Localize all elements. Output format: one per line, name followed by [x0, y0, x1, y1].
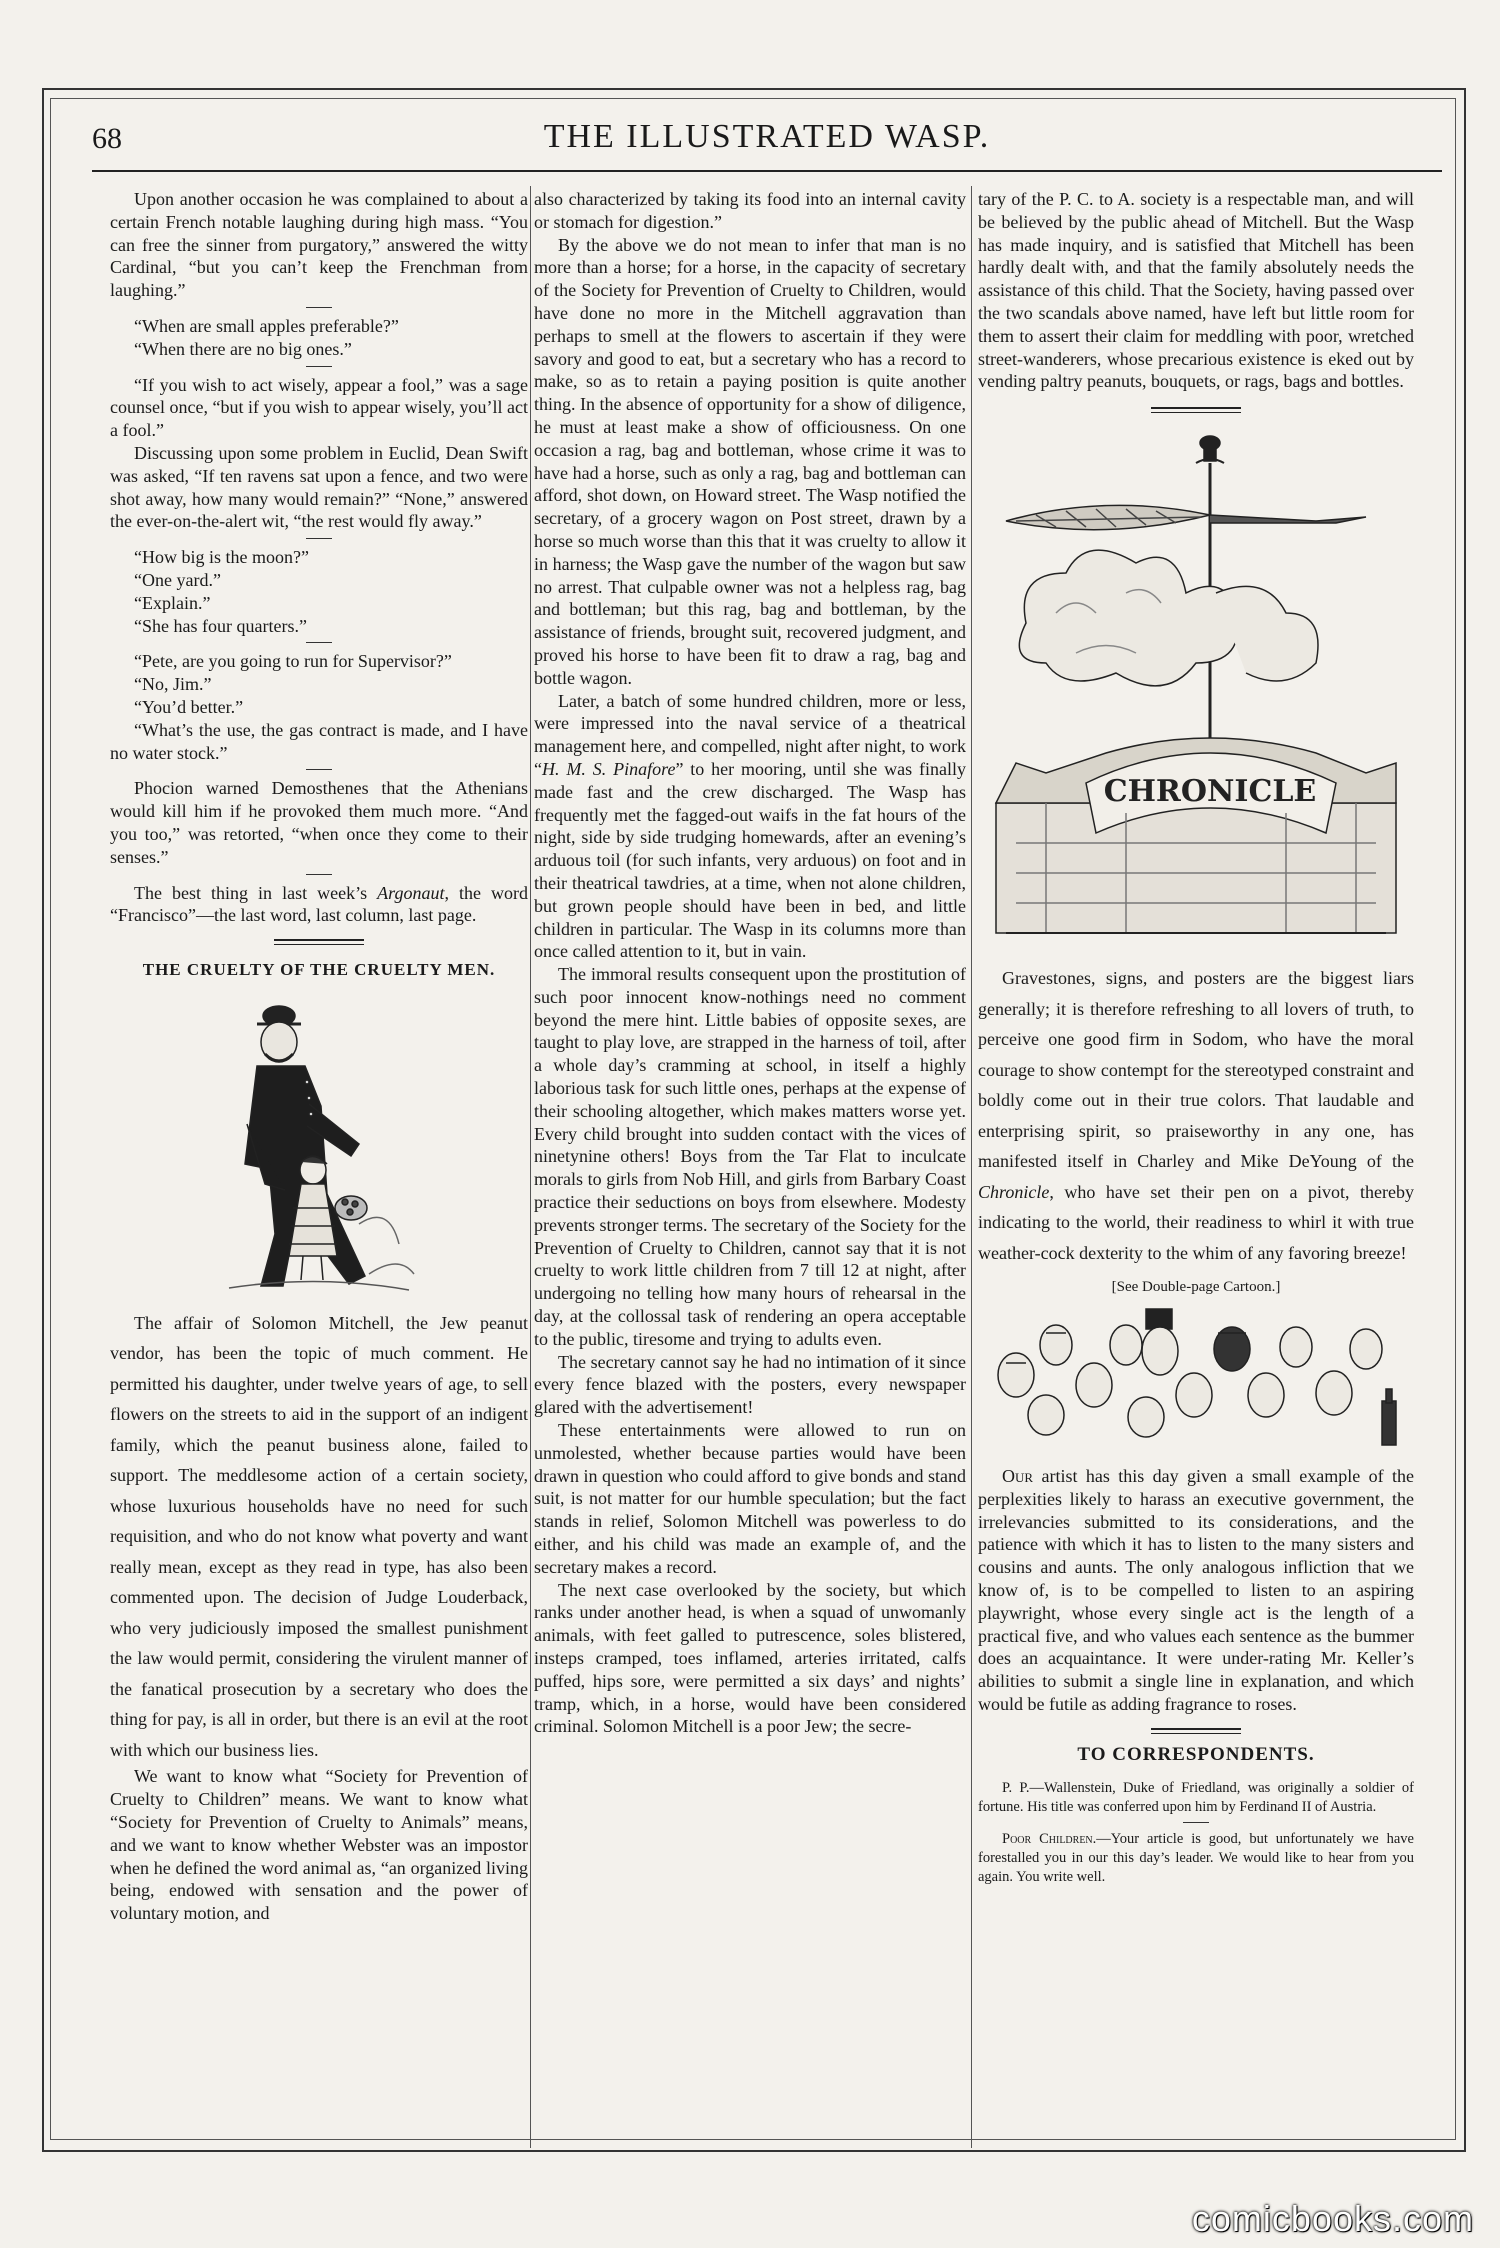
paragraph: The affair of Solomon Mitchell, the Jew peanut vendor, has been the topic of much comment. He permitted his daughter, under twelve years of age, to sell flowers on the streets to aid in the support of an indigent family, which the peanut business alone, failed to support. The meddlesome action of a certain society, whose luxurious households have no need for such requisition, and who do not know what poverty and want really mean, except as they read in type, has also been commented upon. The decision of Judge Louderback, who very judiciously imposed the smallest punishment the law would permit, considering the virulent manner of the fanatical prosecution by a secretary who does the thing for pay, is all in order, but there is an evil at the root with which our business lies. [110, 1312, 528, 1760]
page-header [92, 118, 1442, 164]
short-dash [306, 366, 332, 367]
paragraph: Gravestones, signs, and posters are the biggest liars generally; it is therefore refreshing to all lovers of truth, to perceive one good firm in Sodom, who have the moral courage to show contempt for the stereotyped constraint and boldly come out in their true colors. That laudable and enterprising spirit, so praiseworthy in any one, has manifested itself in Charley and Mike DeYoung of the Chronicle, who have set their pen on a pivot, thereby indicating to the world, their readiness to whirl it with true weather-cock dexterity to the whim of any favoring breeze! [978, 968, 1414, 1263]
short-dash [306, 769, 332, 770]
paragraph: “Pete, are you going to run for Supervisor?” [134, 651, 452, 672]
short-dash [306, 538, 332, 539]
crowd-of-faces-illustration [986, 1305, 1406, 1455]
policeman-and-girl-illustration [209, 994, 429, 1294]
paragraph: Phocion warned Demosthenes that the Athenians would kill him if he provoked them much more. “And you too,” was retorted, “when once they come to their senses.” [110, 778, 528, 867]
correspondents-heading: TO CORRESPONDENTS. [1077, 1743, 1315, 1765]
paragraph: also characterized by taking its food into an internal cavity or stomach for digestion.” [534, 189, 966, 232]
chronicle-sign-text: CHRONICLE [1103, 774, 1317, 810]
paragraph: “Explain.” [134, 592, 211, 613]
paragraph: Our artist has this day given a small example of the perplexities likely to harass an executive government, the irrelevancies submitted to its considerations, and the patience with which it has to listen to the many sisters and cousins and aunts. The only analogous infliction that we know of, is to be compelled to listen to an aspiring playwright, whose every single act is the length of a practical five, and who values each sentence as the bummer does an acquaintance. It were under-rating Mr. Keller’s abilities to submit a single line in explanation, and which would be futile as adding fragrance to roses. [978, 1465, 1414, 1714]
correspondent-note: P. P.—Wallenstein, Duke of Friedland, was originally a soldier of fortune. His title was conferred upon him by Ferdinand II of Austria. [978, 1779, 1414, 1815]
page-number: 68 [92, 122, 122, 155]
paragraph: The best thing in last week’s Argonaut, the word “Francisco”—the last word, last column, last page. [110, 882, 529, 926]
section-separator [1151, 407, 1241, 413]
paragraph: The immoral results consequent upon the prostitution of such poor innocent know-nothings need no comment beyond the mere hint. Little babies of opposite sexes, are taught to play love, are strapped in the harness of toil, after a whole day’s cramming at school, in itself a highly laborious task for such little ones, perhaps at the expense of their schooling altogether, which makes matters worse yet. Every child brought into sudden contact with the vices of ninetynine others! Boys from the Tar Flat to inculcate morals to girls from Nob Hill, and girls from Barbary Coast practice their seductions on boys from elsewhere. Modesty prevents stronger terms. The secretary of the Society for the Prevention of Cruelty to Children, cannot say that it is not cruelty to work little children from 7 till 12 at night, after undergoing no telling how many hours of rehearsal in the day, at the collossal task of rendering an opera acceptable to the public, tiresome and trying to adults even. [534, 964, 966, 1349]
paragraph: Upon another occasion he was complained to about a certain French notable laughing during high mass. “You can free the sinner from purgatory,” answered the witty Cardinal, “but you can’t keep the Frenchman from laughing.” [110, 189, 528, 301]
paragraph: “You’d better.” [134, 696, 244, 717]
paragraph: The next case overlooked by the society, but which ranks under another head, is when a squad of unwomanly animals, with feet galled to putrescence, soles blistered, insteps cramped, toes inflamed, arteries irritated, calfs puffed, hips sore, were permitted a six days’ and nights’ tramp, which, in a horse, would have been considered criminal. Solomon Mitchell is a poor Jew; the secre- [534, 1579, 966, 1737]
paragraph: “One yard.” [134, 569, 221, 590]
column-1 [110, 188, 528, 1925]
masthead-title: THE ILLUSTRATED WASP. [543, 118, 991, 155]
paragraph: The secretary cannot say he had no intimation of it since every fence blazed with the posters, every newspaper glared with the advertisement! [534, 1351, 966, 1418]
cartoon-reference: [See Double-page Cartoon.] [1111, 1279, 1281, 1296]
short-dash [306, 642, 332, 643]
short-dash [306, 307, 332, 308]
publication-name: Chronicle [978, 1181, 1050, 1202]
paragraph: Later, a batch of some hundred children, more or less, were impressed into the naval service of a theatrical management here, and compelled, night after night, to work “H. M. S. Pinafore” to her mooring, until she was finally made fast and the crew discharged. The Wasp has frequently met the fagged-out waifs in the fat hours of the night, side by side trudging homewards, after an evening’s arduous toil (for such infants, very arduous) on foot and in their theatrical tawdries, at a time, when not alone children, but grown people should have been in bed, and little children in particular. The Wasp in its columns more than once called attention to it, but in vain. [534, 690, 966, 962]
paragraph: “What’s the use, the gas contract is made, and I have no water stock.” [110, 719, 528, 763]
short-dash [1183, 1822, 1209, 1823]
paragraph: These entertainments were allowed to run on unmolested, whether because parties would have been drawn in question who could afford to give bonds and stand suit, is not matter for our humble speculation; but the fact stands in relief, Solomon Mitchell was powerless to do either, and his child was made an example of, and the secretary makes a record. [534, 1420, 966, 1577]
paragraph: Discussing upon some problem in Euclid, Dean Swift was asked, “If ten ravens sat upon a fence, and two were shot away, how many would remain?” “None,” answered the ever-on-the-alert wit, “the rest would fly away.” [110, 442, 528, 532]
column-divider [530, 186, 531, 2148]
paragraph: “No, Jim.” [134, 674, 212, 695]
paragraph: “When are small apples preferable?” [134, 315, 399, 336]
column-2 [534, 188, 966, 1738]
paragraph: “How big is the moon?” [134, 547, 309, 568]
paragraph: “When there are no big ones.” [134, 338, 352, 359]
section-separator [1151, 1728, 1241, 1734]
header-rule [92, 170, 1442, 172]
column-divider [971, 186, 972, 2148]
chronicle-weathervane-pen-illustration [986, 423, 1406, 953]
watermark: comicbooks.com [1191, 2198, 1474, 2239]
section-separator [274, 939, 364, 945]
paragraph: “She has four quarters.” [134, 615, 307, 636]
short-dash [306, 874, 332, 875]
paragraph: By the above we do not mean to infer that man is no more than a horse; for a horse, in the capacity of secretary of the Society for Prevention of Cruelty to Children, would have done no more in the Mitchell aggravation than perhaps to smell at the flowers to ascertain if they were savory and good to eat, but a secretary who has a record to make, so as to retain a paying position is quite another thing. In the absence of opportunity for a show of diligence, he must at least make a show of officiousness. On one occasion a rag, bag and bottleman, whose crime it was to have had a horse, such as only a rag, bag and bottleman can afford, shot down, on Howard street. The Wasp notified the secretary, of a grocery wagon on Post street, drawn by a horse so much worse than this that it was cruelty to allow it in harness; the Wasp gave the number of the wagon but saw no arrest. That culpable owner was not a helpless rag, bag and bottleman; but this rag, bag and bottleman, by the assistance of friends, brought suit, recovered judgment, and proved his horse to have been fit to draw a rag, bag and bottle wagon. [534, 234, 966, 688]
publication-name: Argonaut [377, 882, 445, 903]
paragraph: We want to know what “Society for Prevention of Cruelty to Children” means. We want to know what “Society for Prevention of Cruelty to Animals” means, and we want to know whether Webster was an impostor when he defined the word animal as, “an organized living being, endowed with sensation and the power of voluntary motion, and [110, 1766, 528, 1924]
paragraph: “If you wish to act wisely, appear a fool,” was a sage counsel once, “but if you wish to appear wisely, you’ll act a fool.” [110, 374, 528, 441]
correspondent-note: Poor Children.—Your article is good, but unfortunately we have forestalled you in our this day’s leader. We would like to hear from you again. You write well. [978, 1830, 1414, 1885]
article-heading: THE CRUELTY OF THE CRUELTY MEN. [142, 960, 496, 980]
opera-title: H. M. S. Pinafore [542, 758, 676, 779]
column-3 [978, 188, 1414, 1887]
paragraph: tary of the P. C. to A. society is a respectable man, and will be believed by the public ahead of Mitchell. But the Wasp has made inquiry, and is satisfied that Mitchell has been hardly dealt with, and that the family absolutely needs the assistance of this child. That the Society, having passed over the two scandals above named, have left but little room for them to assert their claim for meddling with poor, wretched street-wanderers, whose precarious existence is eked out by vending paltry peanuts, bouquets, or rags, bags and bottles. [978, 189, 1414, 392]
